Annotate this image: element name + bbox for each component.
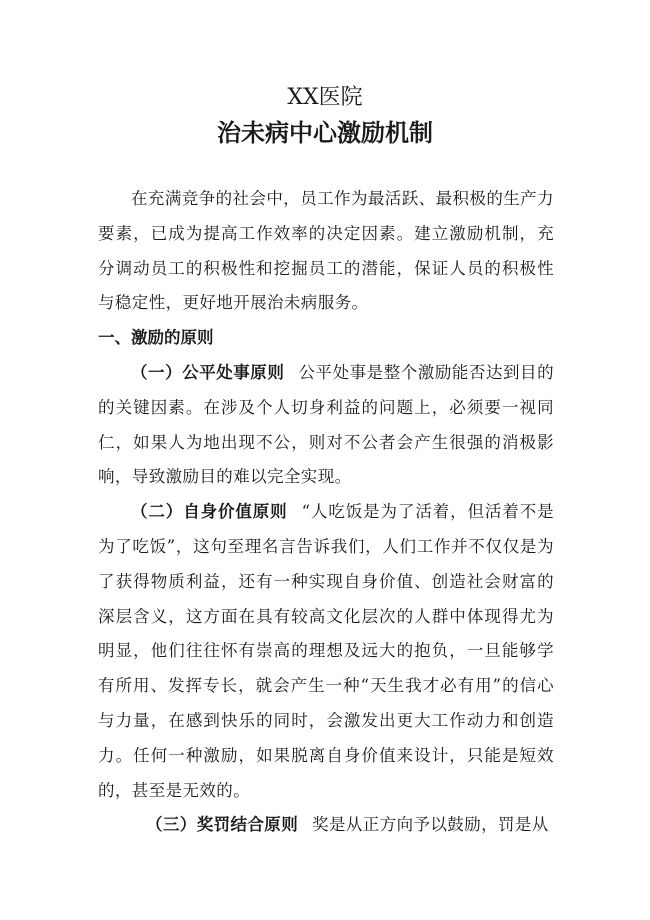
principle-paragraph-self-value <box>98 495 554 808</box>
intro-paragraph: 在充满竞争的社会中，员工作为最活跃、最积极的生产力要素，已成为提高工作效率的决定因素。建立激励机制，充分调动员工的积极性和挖掘员工的潜能，保证人员的积极性与稳定性，更好地开展治未病服务。 <box>98 189 554 313</box>
principle-label: （三）奖罚结合原则 <box>146 815 299 835</box>
section-heading: 一、激励的原则 <box>98 328 214 348</box>
principle-paragraph-fairness <box>98 356 554 495</box>
principle-text: “人吃饭是为了活着，但活着不是为了吃饭”，这句至理名言告诉我们，人们工作并不仅仅是为了获得物质利益，还有一种实现自身价值、创造社会财富的深层含义，这方面在具有较高文化层次的人群中体现得尤为明显，他们往往怀有崇高的理想及远大的抱负，一旦能够学有所用、发挥专长，就会产生一种“天生我才必有用”的信心与力量，在感到快乐的同时，会激发出更大工作动力和创造力。任何一种激励，如果脱离自身价值来设计，只能是短效的，甚至是无效的。 <box>98 502 555 800</box>
document-title: 治未病中心激励机制 <box>217 119 433 147</box>
principle-text: 奖是从正方向予以鼓励，罚是从 <box>312 815 549 835</box>
principle-label: （一）公平处事原则 <box>131 362 285 382</box>
principle-label: （二）自身价值原则 <box>131 502 288 522</box>
principle-paragraph-reward-punishment <box>98 808 554 843</box>
document-body <box>98 182 554 843</box>
hospital-name: XX医院 <box>287 85 363 110</box>
principle-text: 公平处事是整个激励能否达到目的的关键因素。在涉及个人切身利益的问题上，必须要一视同仁，如果人为地出现不公，则对不公者会产生很强的消极影响，导致激励目的难以完全实现。 <box>98 362 554 487</box>
